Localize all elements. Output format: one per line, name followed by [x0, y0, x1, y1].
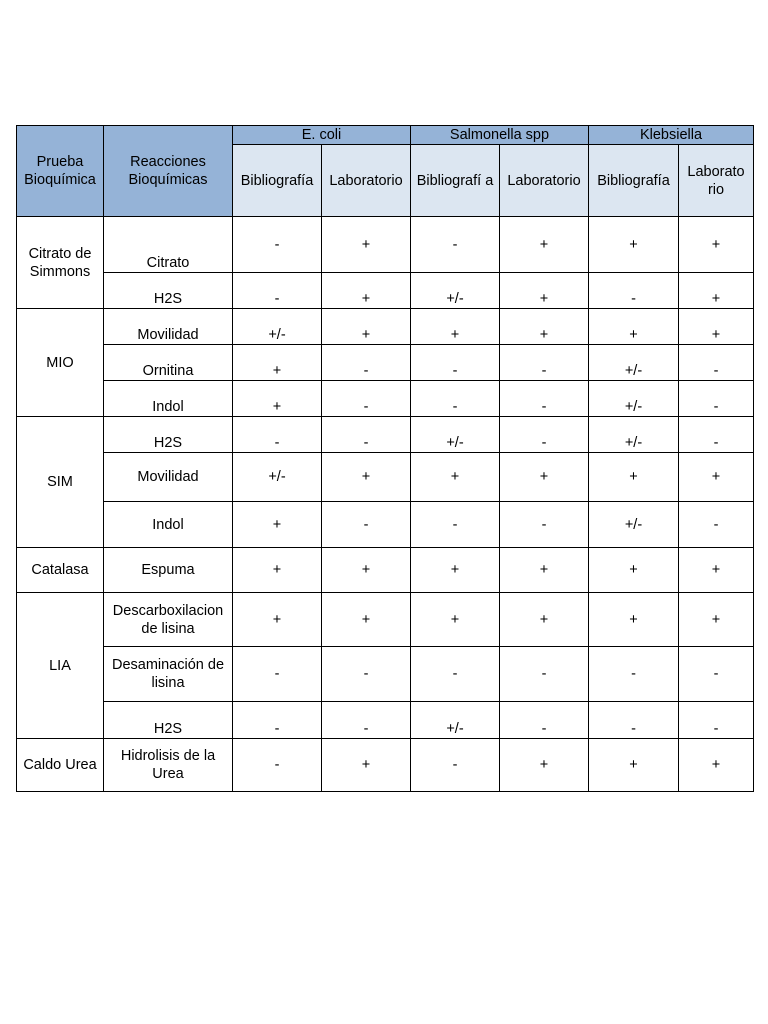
- table-row: [17, 217, 754, 273]
- result-cell: -: [589, 702, 679, 739]
- header-organism-ecoli: E. coli: [233, 126, 411, 145]
- result-cell: +/-: [589, 502, 679, 548]
- result-cell: -: [233, 739, 322, 792]
- result-cell: +: [233, 548, 322, 593]
- result-cell: -: [411, 345, 500, 381]
- test-name: Caldo Urea: [17, 739, 104, 792]
- biochemical-results-table: [16, 125, 754, 792]
- result-cell: +/-: [411, 417, 500, 453]
- subheader-ecoli-bibliografia: Bibliografía: [233, 145, 322, 217]
- test-name: Citrato de Simmons: [17, 217, 104, 309]
- result-cell: -: [500, 502, 589, 548]
- result-cell: -: [322, 345, 411, 381]
- table-row: [17, 345, 754, 381]
- result-cell: -: [500, 647, 589, 702]
- header-reacciones: Reacciones Bioquímicas: [104, 126, 233, 217]
- result-cell: +: [589, 309, 679, 345]
- result-cell: +: [322, 273, 411, 309]
- result-cell: +: [411, 453, 500, 502]
- result-cell: -: [679, 647, 754, 702]
- result-cell: -: [411, 502, 500, 548]
- result-cell: +: [679, 273, 754, 309]
- result-cell: +: [322, 217, 411, 273]
- result-cell: -: [679, 417, 754, 453]
- result-cell: +: [411, 548, 500, 593]
- result-cell: +: [679, 739, 754, 792]
- result-cell: -: [233, 647, 322, 702]
- result-cell: -: [679, 702, 754, 739]
- reaction-name: Espuma: [104, 548, 233, 593]
- result-cell: -: [322, 381, 411, 417]
- result-cell: +: [679, 593, 754, 647]
- reaction-name: Indol: [104, 381, 233, 417]
- result-cell: +: [233, 345, 322, 381]
- result-cell: +: [500, 739, 589, 792]
- result-cell: -: [500, 702, 589, 739]
- result-cell: +/-: [411, 702, 500, 739]
- result-cell: +: [500, 217, 589, 273]
- reaction-name: Citrato: [104, 217, 233, 273]
- result-cell: +: [411, 593, 500, 647]
- reaction-name: Movilidad: [104, 309, 233, 345]
- reaction-name: Ornitina: [104, 345, 233, 381]
- result-cell: +: [233, 593, 322, 647]
- result-cell: -: [322, 702, 411, 739]
- result-cell: +: [589, 593, 679, 647]
- table-row: [17, 417, 754, 453]
- result-cell: -: [500, 345, 589, 381]
- result-cell: -: [322, 502, 411, 548]
- table-row: [17, 453, 754, 502]
- result-cell: -: [233, 273, 322, 309]
- result-cell: -: [411, 739, 500, 792]
- result-cell: +: [500, 309, 589, 345]
- table-row: [17, 548, 754, 593]
- result-cell: -: [411, 381, 500, 417]
- result-cell: -: [411, 647, 500, 702]
- result-cell: -: [679, 381, 754, 417]
- reaction-name: Indol: [104, 502, 233, 548]
- result-cell: +: [322, 309, 411, 345]
- subheader-klebsiella-laboratorio: Laborato rio: [679, 145, 754, 217]
- result-cell: -: [589, 273, 679, 309]
- result-cell: +: [589, 548, 679, 593]
- result-cell: +/-: [589, 417, 679, 453]
- result-cell: +: [679, 309, 754, 345]
- table-row: [17, 702, 754, 739]
- subheader-klebsiella-bibliografia: Bibliografía: [589, 145, 679, 217]
- result-cell: +: [322, 453, 411, 502]
- subheader-ecoli-laboratorio: Laboratorio: [322, 145, 411, 217]
- subheader-salmonella-laboratorio: Laboratorio: [500, 145, 589, 217]
- result-cell: +: [679, 453, 754, 502]
- result-cell: -: [322, 417, 411, 453]
- test-name: Catalasa: [17, 548, 104, 593]
- table-row: [17, 739, 754, 792]
- header-organism-salmonella: Salmonella spp: [411, 126, 589, 145]
- result-cell: +: [322, 548, 411, 593]
- reaction-name: Movilidad: [104, 453, 233, 502]
- result-cell: -: [233, 702, 322, 739]
- table-row: [17, 502, 754, 548]
- result-cell: +/-: [233, 453, 322, 502]
- reaction-name: H2S: [104, 273, 233, 309]
- result-cell: +: [233, 502, 322, 548]
- result-cell: -: [679, 502, 754, 548]
- test-name: LIA: [17, 593, 104, 739]
- result-cell: +: [500, 593, 589, 647]
- header-organism-klebsiella: Klebsiella: [589, 126, 754, 145]
- result-cell: -: [500, 381, 589, 417]
- test-name: MIO: [17, 309, 104, 417]
- reaction-name: H2S: [104, 702, 233, 739]
- header-prueba: Prueba Bioquímica: [17, 126, 104, 217]
- result-cell: -: [322, 647, 411, 702]
- result-cell: +: [589, 217, 679, 273]
- result-cell: +: [589, 739, 679, 792]
- table-row: [17, 647, 754, 702]
- table-row: [17, 381, 754, 417]
- result-cell: +: [322, 739, 411, 792]
- test-name: SIM: [17, 417, 104, 548]
- table-row: [17, 593, 754, 647]
- result-cell: -: [233, 417, 322, 453]
- result-cell: +: [411, 309, 500, 345]
- result-cell: +: [589, 453, 679, 502]
- reaction-name: Hidrolisis de la Urea: [104, 739, 233, 792]
- subheader-salmonella-bibliografia: Bibliografí a: [411, 145, 500, 217]
- result-cell: +/-: [589, 381, 679, 417]
- result-cell: -: [233, 217, 322, 273]
- result-cell: +: [500, 548, 589, 593]
- result-cell: +: [500, 453, 589, 502]
- result-cell: +/-: [233, 309, 322, 345]
- result-cell: -: [589, 647, 679, 702]
- result-cell: -: [500, 417, 589, 453]
- result-cell: -: [411, 217, 500, 273]
- table-row: [17, 309, 754, 345]
- result-cell: +: [679, 217, 754, 273]
- result-cell: +/-: [411, 273, 500, 309]
- result-cell: +/-: [589, 345, 679, 381]
- reaction-name: Desaminación de lisina: [104, 647, 233, 702]
- result-cell: +: [500, 273, 589, 309]
- result-cell: +: [679, 548, 754, 593]
- result-cell: +: [322, 593, 411, 647]
- reaction-name: H2S: [104, 417, 233, 453]
- table-row: [17, 273, 754, 309]
- result-cell: -: [679, 345, 754, 381]
- reaction-name: Descarboxilacion de lisina: [104, 593, 233, 647]
- result-cell: +: [233, 381, 322, 417]
